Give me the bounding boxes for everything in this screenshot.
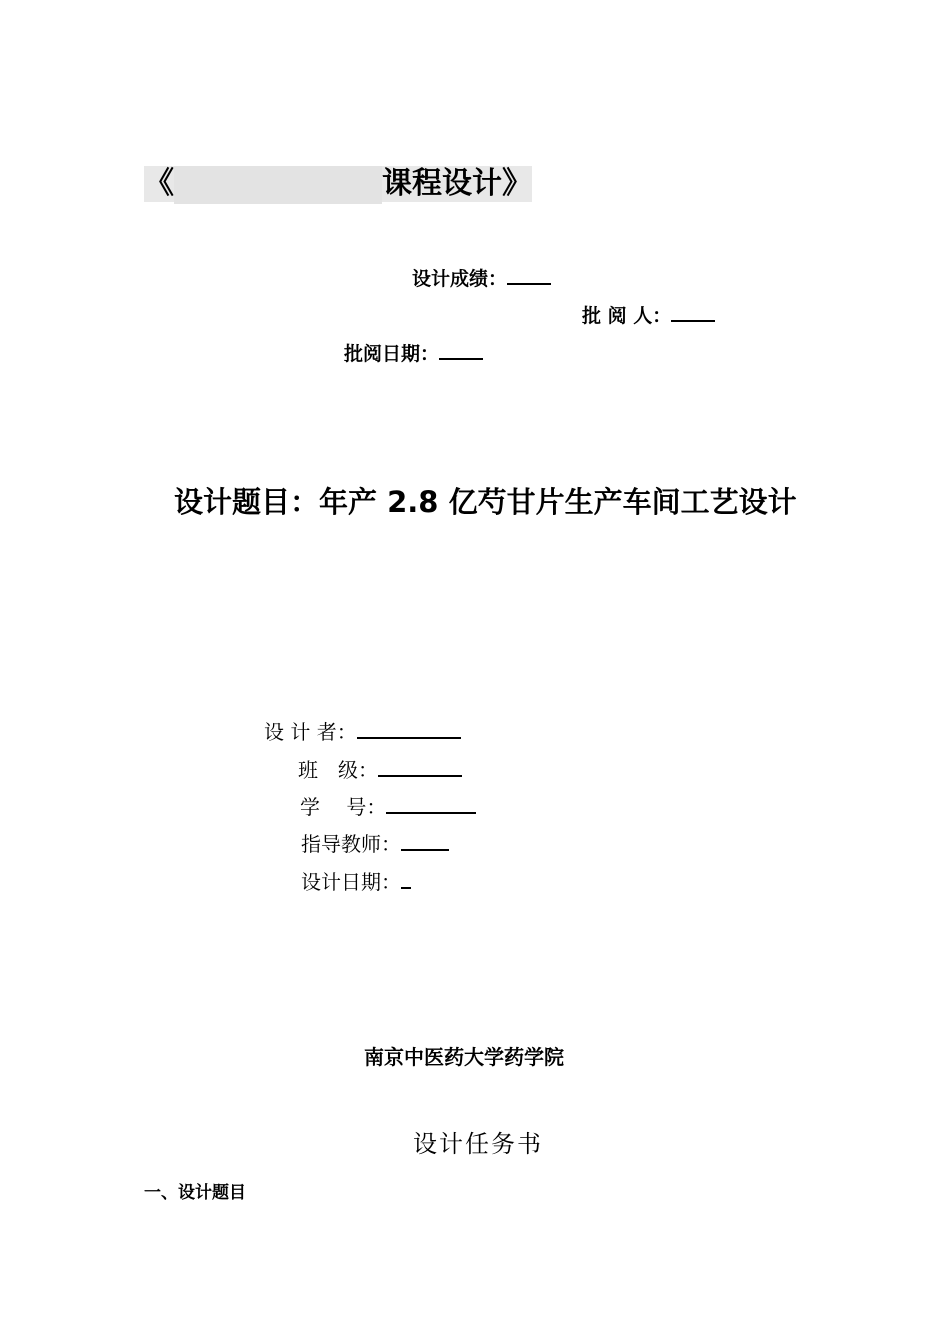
task-book-title: 设计任务书: [413, 1130, 543, 1158]
grade-line: [412, 264, 551, 291]
grade-label: 设计成绩：: [412, 268, 508, 290]
course-title-open: 《: [144, 166, 174, 201]
reviewer-blank: [671, 304, 715, 322]
review-date-line: [344, 339, 483, 366]
review-date-blank: [439, 342, 483, 360]
advisor-line: [301, 828, 449, 857]
advisor-label: 指导教师：: [301, 832, 401, 856]
course-title-main: 课程设计》: [382, 166, 532, 201]
reviewer-label: 批 阅 人：: [582, 305, 672, 327]
student-id-label: 学 号：: [300, 795, 387, 819]
design-date-label: 设计日期：: [301, 870, 401, 894]
designer-blank: [357, 721, 461, 739]
design-date-line: [301, 866, 411, 895]
class-blank: [378, 759, 462, 777]
reviewer-line: [582, 301, 715, 328]
designer-line: [264, 716, 461, 745]
section-heading-1: 一、设计题目: [144, 1183, 246, 1203]
class-line: [298, 754, 462, 783]
design-topic: 设计题目：年产 2.8 亿芍甘片生产车间工艺设计: [174, 485, 797, 519]
advisor-blank: [401, 833, 449, 851]
review-date-label: 批阅日期：: [344, 343, 440, 365]
college-name: 南京中医药大学药学院: [364, 1045, 564, 1069]
designer-label: 设 计 者：: [264, 720, 357, 744]
student-id-blank: [386, 796, 476, 814]
course-title: [144, 166, 532, 202]
class-label: 班 级：: [298, 758, 378, 782]
course-name-blank: [174, 166, 382, 204]
student-id-line: [300, 791, 476, 820]
design-date-blank: [401, 871, 411, 889]
grade-blank: [507, 267, 551, 285]
